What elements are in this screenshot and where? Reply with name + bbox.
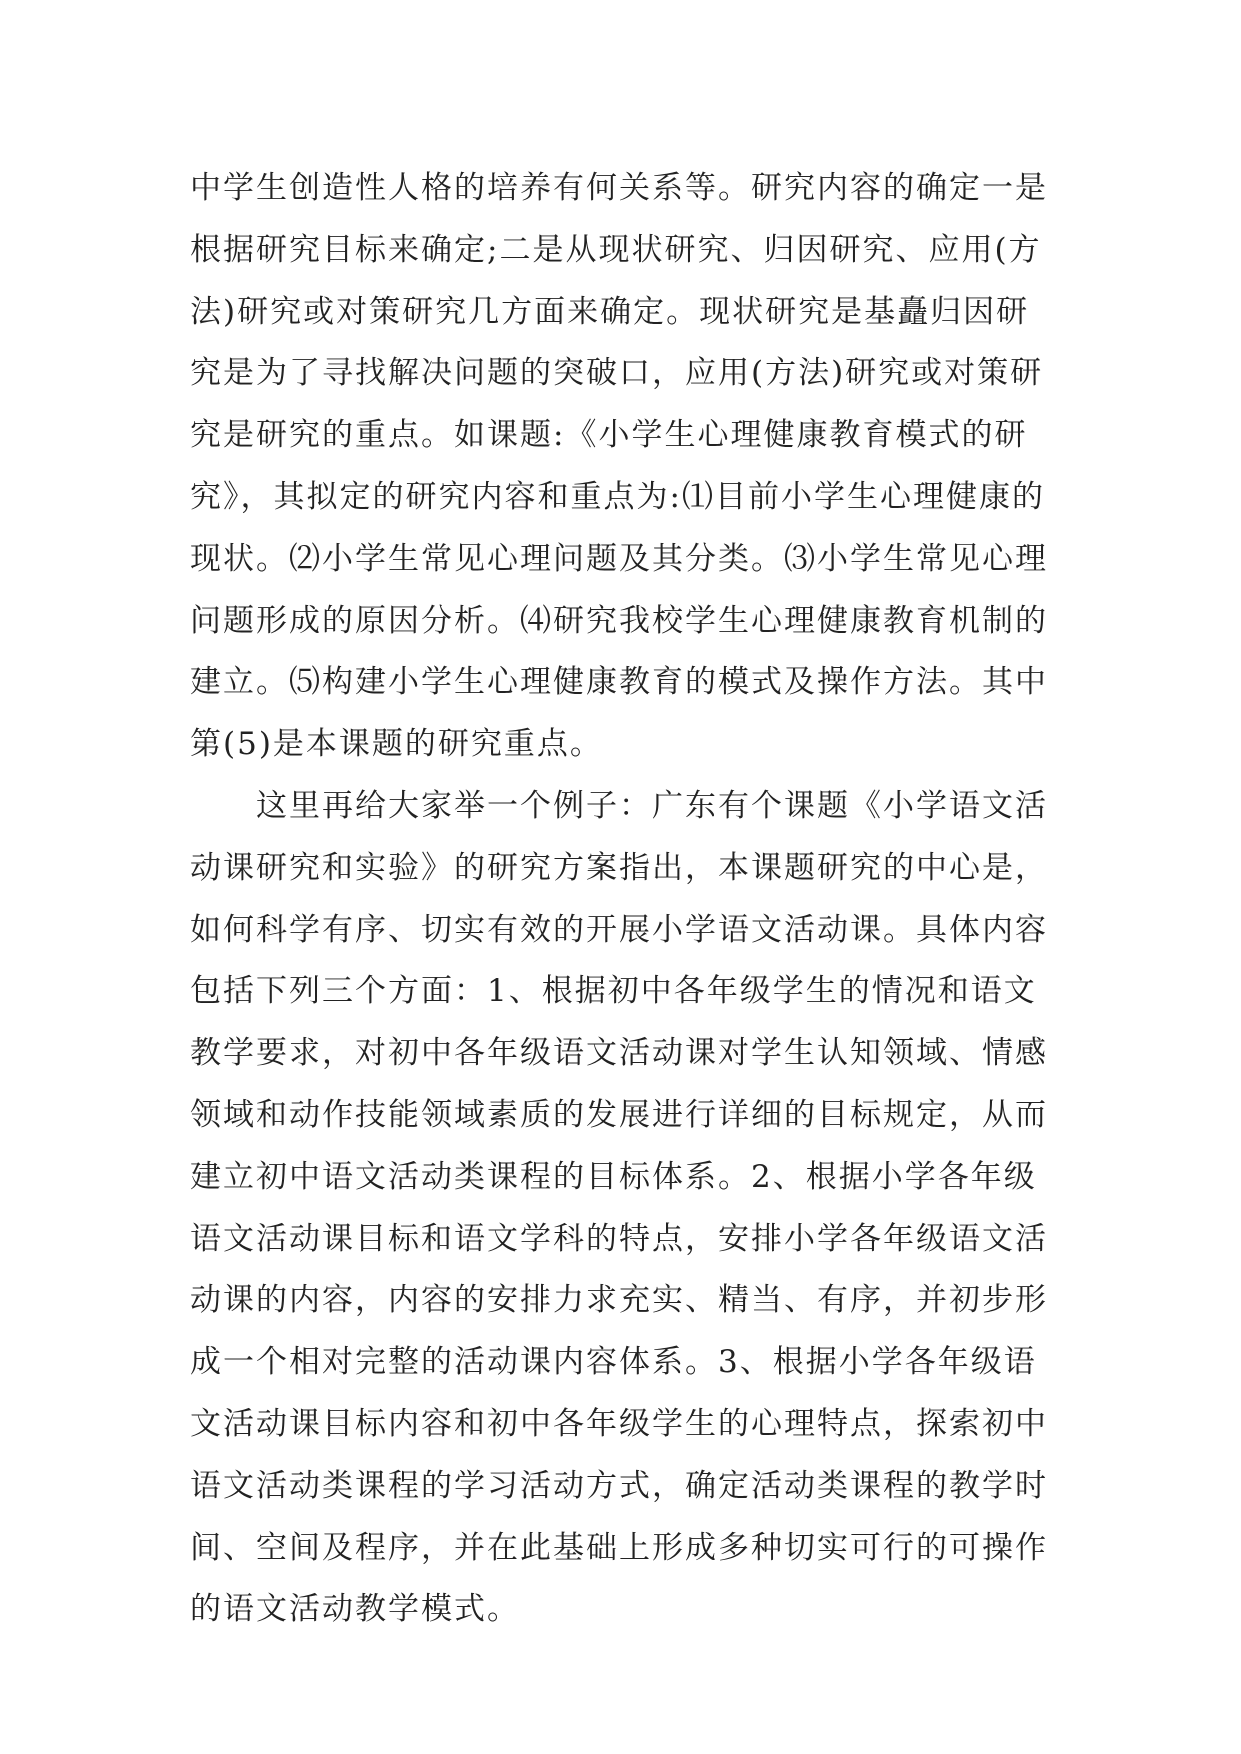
text-line: 这里再给大家举一个例子：广东有个课题《小学语文活 (256, 787, 1048, 824)
text-line: 根据研究目标来确定;二是从现状研究、归因研究、应用(方 (190, 231, 1042, 268)
text-line: 语文活动类课程的学习活动方式，确定活动类课程的教学时 (190, 1467, 1048, 1504)
text-line: 成一个相对完整的活动课内容体系。3、根据小学各年级语 (190, 1344, 1037, 1381)
text-line: 建立初中语文活动类课程的目标体系。2、根据小学各年级 (190, 1158, 1037, 1195)
paragraph-2 (190, 776, 1052, 1641)
text-line: 究是为了寻找解决问题的突破口，应用(方法)研究或对策研 (190, 355, 1044, 392)
text-line: 包括下列三个方面：1、根据初中各年级学生的情况和语文 (190, 973, 1037, 1010)
text-line: 领域和动作技能领域素质的发展进行详细的目标规定，从而 (190, 1096, 1048, 1133)
text-line: 中学生创造性人格的培养有何关系等。研究内容的确定一是 (190, 170, 1048, 206)
text-line: 现状。⑵小学生常见心理问题及其分类。⑶小学生常见心理 (190, 540, 1048, 577)
text-line: 动课研究和实验》的研究方案指出，本课题研究的中心是， (190, 849, 1048, 886)
document-body (190, 158, 1052, 1641)
text-line: 教学要求，对初中各年级语文活动课对学生认知领域、情感 (190, 1035, 1048, 1072)
text-line: 究》，其拟定的研究内容和重点为:⑴目前小学生心理健康的 (190, 478, 1045, 515)
text-line: 第(5)是本课题的研究重点。 (190, 726, 603, 763)
text-line: 的语文活动教学模式。 (190, 1591, 520, 1628)
text-line: 建立。⑸构建小学生心理健康教育的模式及操作方法。其中 (190, 664, 1048, 701)
text-line: 语文活动课目标和语文学科的特点，安排小学各年级语文活 (190, 1220, 1048, 1257)
text-line: 究是研究的重点。如课题:《小学生心理健康教育模式的研 (190, 417, 1028, 454)
text-line: 法)研究或对策研究几方面来确定。现状研究是基矗归因研 (190, 293, 1030, 330)
text-line: 如何科学有序、切实有效的开展小学语文活动课。具体内容 (190, 911, 1048, 948)
paragraph-1 (190, 158, 1052, 776)
text-line: 动课的内容，内容的安排力求充实、精当、有序，并初步形 (190, 1282, 1048, 1319)
text-line: 间、空间及程序，并在此基础上形成多种切实可行的可操作 (190, 1529, 1048, 1566)
text-line: 问题形成的原因分析。⑷研究我校学生心理健康教育机制的 (190, 602, 1048, 639)
text-line: 文活动课目标内容和初中各年级学生的心理特点，探索初中 (190, 1405, 1048, 1442)
